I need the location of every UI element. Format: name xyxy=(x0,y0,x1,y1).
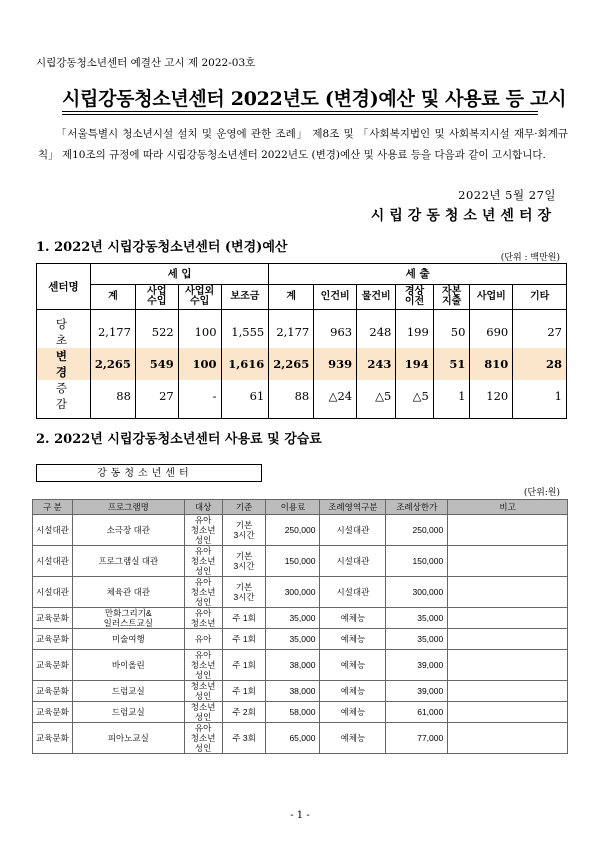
fee-header-cell: 비고 xyxy=(448,500,568,515)
fee-cell-cap: 39,000 xyxy=(386,681,448,702)
fee-cell-target: 청소년 성인 xyxy=(184,681,222,702)
fee-cell-basis: 기본 3시간 xyxy=(222,515,266,546)
fee-cell-target: 유아 청소년 성인 xyxy=(184,650,222,681)
budget-cell: 2,177 xyxy=(90,316,135,348)
budget-cell: 963 xyxy=(314,316,357,348)
budget-cell: △5 xyxy=(357,380,396,412)
fee-cell-note xyxy=(448,546,568,577)
fee-cell-area: 예체능 xyxy=(320,702,386,723)
budget-cell: 690 xyxy=(470,316,513,348)
budget-cell: 199 xyxy=(396,316,433,348)
fee-cell-note xyxy=(448,629,568,650)
subheader-cell: 사업 수입 xyxy=(135,285,178,310)
fee-cell-note xyxy=(448,681,568,702)
budget-cell: - xyxy=(178,380,221,412)
fee-cell-area: 예체능 xyxy=(320,629,386,650)
page-number: - 1 - xyxy=(290,810,310,821)
fee-cell-area: 시설대관 xyxy=(320,577,386,608)
fee-cell-note xyxy=(448,702,568,723)
header-center: 센터명 xyxy=(37,264,91,310)
fee-cell-fee: 58,000 xyxy=(266,702,320,723)
fee-cell-cap: 77,000 xyxy=(386,723,448,754)
fee-cell-cap: 35,000 xyxy=(386,629,448,650)
subheader-cell: 사업비 xyxy=(470,285,513,310)
fee-cell-cap: 250,000 xyxy=(386,515,448,546)
fee-cell-program: 미술여행 xyxy=(72,629,184,650)
fee-cell-program: 드럼교실 xyxy=(72,702,184,723)
fee-cell-category: 시설대관 xyxy=(33,577,73,608)
budget-cell: 100 xyxy=(178,316,221,348)
budget-cell: 2,177 xyxy=(269,316,314,348)
budget-row xyxy=(37,380,567,412)
budget-cell: △24 xyxy=(314,380,357,412)
fee-cell-target: 유아 청소년 성인 xyxy=(184,515,222,546)
intro-paragraph: 「서울특별시 청소년시설 설치 및 운영에 관한 조례」 제8조 및 「사회복지법인 및 사회복지시설 재무·회계규칙」 제10조의 규정에 따라 시립강동청소년센터 2022년도 (변경)예산 및 사용료 등을 다음과 같이 고시합니다. xyxy=(38,128,568,161)
fee-cell-basis: 주 1회 xyxy=(222,650,266,681)
fee-table xyxy=(32,499,568,754)
subheader-cell: 자본 지출 xyxy=(433,285,470,310)
budget-cell: 243 xyxy=(357,348,396,380)
fee-cell-cap: 61,000 xyxy=(386,702,448,723)
budget-cell: 50 xyxy=(433,316,470,348)
fee-row xyxy=(33,546,568,577)
section2-unit: (단위:원) xyxy=(523,488,560,498)
fee-cell-area: 예체능 xyxy=(320,723,386,754)
fee-cell-category: 교육문화 xyxy=(33,723,73,754)
section1-title: 1. 2022년 시립강동청소년센터 (변경)예산 xyxy=(36,240,288,255)
fee-header-cell: 대상 xyxy=(184,500,222,515)
fee-cell-fee: 150,000 xyxy=(266,546,320,577)
fee-cell-category: 교육문화 xyxy=(33,650,73,681)
fee-cell-target: 청소년 성인 xyxy=(184,702,222,723)
budget-cell: 88 xyxy=(90,380,135,412)
fee-cell-basis: 주 1회 xyxy=(222,629,266,650)
budget-cell: 1,616 xyxy=(221,348,269,380)
fee-row xyxy=(33,608,568,629)
fee-cell-area: 예체능 xyxy=(320,681,386,702)
subheader-cell: 사업외 수입 xyxy=(178,285,221,310)
fee-cell-basis: 기본 3시간 xyxy=(222,546,266,577)
fee-cell-area: 예체능 xyxy=(320,608,386,629)
fee-cell-basis: 주 3회 xyxy=(222,723,266,754)
fee-cell-cap: 35,000 xyxy=(386,608,448,629)
fee-header-cell: 프로그램명 xyxy=(72,500,184,515)
fee-cell-category: 교육문화 xyxy=(33,702,73,723)
fee-cell-program: 프로그램실 대관 xyxy=(72,546,184,577)
subheader-cell: 경상 이전 xyxy=(396,285,433,310)
budget-cell: 51 xyxy=(433,348,470,380)
budget-row-label: 증 감 xyxy=(37,380,91,412)
fee-cell-program: 소극장 대관 xyxy=(72,515,184,546)
budget-row-label: 변 경 xyxy=(37,348,91,380)
issuer: 시립강동청소년센터장 xyxy=(370,208,556,224)
fee-cell-note xyxy=(448,650,568,681)
fee-cell-program: 체육관 대관 xyxy=(72,577,184,608)
fee-cell-basis: 주 1회 xyxy=(222,681,266,702)
budget-cell: 27 xyxy=(135,380,178,412)
fee-row xyxy=(33,723,568,754)
budget-cell: 939 xyxy=(314,348,357,380)
budget-row-label: 당 초 xyxy=(37,316,91,348)
fee-cell-fee: 300,000 xyxy=(266,577,320,608)
budget-table xyxy=(36,263,567,419)
fee-cell-fee: 35,000 xyxy=(266,629,320,650)
fee-cell-program: 만화그리기& 일러스트교실 xyxy=(72,608,184,629)
fee-header-cell: 기준 xyxy=(222,500,266,515)
fee-cell-target: 유아 xyxy=(184,629,222,650)
fee-cell-note xyxy=(448,723,568,754)
fee-cell-program: 바이올린 xyxy=(72,650,184,681)
budget-cell: 88 xyxy=(269,380,314,412)
budget-cell: 549 xyxy=(135,348,178,380)
fee-cell-note xyxy=(448,608,568,629)
notice-number: 시립강동청소년센터 예결산 고시 제 2022-03호 xyxy=(36,57,256,69)
fee-cell-basis: 주 2회 xyxy=(222,702,266,723)
fee-header-cell: 조례영역구분 xyxy=(320,500,386,515)
budget-row xyxy=(37,316,567,348)
fee-cell-category: 시설대관 xyxy=(33,515,73,546)
fee-header-cell: 이용료 xyxy=(266,500,320,515)
budget-cell: 2,265 xyxy=(90,348,135,380)
fee-cell-note xyxy=(448,577,568,608)
fee-cell-fee: 35,000 xyxy=(266,608,320,629)
fee-cell-cap: 150,000 xyxy=(386,546,448,577)
fee-cell-cap: 300,000 xyxy=(386,577,448,608)
fee-row xyxy=(33,681,568,702)
header-income: 세 입 xyxy=(90,264,268,285)
fee-cell-target: 유아 청소년 xyxy=(184,608,222,629)
fee-cell-fee: 38,000 xyxy=(266,650,320,681)
fee-row xyxy=(33,650,568,681)
fee-row xyxy=(33,577,568,608)
subheader-cell: 계 xyxy=(269,285,314,310)
budget-cell: 28 xyxy=(513,348,567,380)
budget-cell: 1,555 xyxy=(221,316,269,348)
fee-cell-area: 예체능 xyxy=(320,650,386,681)
subheader-cell: 물건비 xyxy=(357,285,396,310)
budget-cell: 120 xyxy=(470,380,513,412)
budget-cell: 1 xyxy=(433,380,470,412)
budget-row xyxy=(37,348,567,380)
fee-cell-target: 유아 청소년 성인 xyxy=(184,723,222,754)
fee-row xyxy=(33,702,568,723)
budget-cell: 100 xyxy=(178,348,221,380)
fee-cell-category: 시설대관 xyxy=(33,546,73,577)
section1-unit: (단위 : 백만원) xyxy=(500,253,560,263)
fee-cell-target: 유아 청소년 성인 xyxy=(184,546,222,577)
subheader-cell: 인건비 xyxy=(314,285,357,310)
fee-cell-target: 유아 청소년 성인 xyxy=(184,577,222,608)
subheader-cell: 기타 xyxy=(513,285,567,310)
fee-cell-fee: 38,000 xyxy=(266,681,320,702)
subheader-cell: 계 xyxy=(90,285,135,310)
fee-row xyxy=(33,629,568,650)
header-expense: 세 출 xyxy=(269,264,567,285)
fee-cell-program: 드럼교실 xyxy=(72,681,184,702)
budget-cell: △5 xyxy=(396,380,433,412)
fee-cell-basis: 주 1회 xyxy=(222,608,266,629)
fee-cell-category: 교육문화 xyxy=(33,629,73,650)
budget-cell: 522 xyxy=(135,316,178,348)
title-underline xyxy=(62,111,538,112)
budget-cell: 248 xyxy=(357,316,396,348)
page-title: 시립강동청소년센터 2022년도 (변경)예산 및 사용료 등 고시 xyxy=(62,88,567,110)
fee-cell-area: 시설대관 xyxy=(320,546,386,577)
fee-cell-fee: 250,000 xyxy=(266,515,320,546)
fee-cell-category: 교육문화 xyxy=(33,681,73,702)
subheader-cell: 보조금 xyxy=(221,285,269,310)
fee-header-cell: 구 분 xyxy=(33,500,73,515)
fee-cell-cap: 39,000 xyxy=(386,650,448,681)
center-name-box: 강동청소년센터 xyxy=(36,464,262,482)
fee-cell-fee: 65,000 xyxy=(266,723,320,754)
title-underline-2 xyxy=(62,114,538,115)
budget-cell: 27 xyxy=(513,316,567,348)
budget-cell: 810 xyxy=(470,348,513,380)
budget-cell: 194 xyxy=(396,348,433,380)
budget-cell: 61 xyxy=(221,380,269,412)
budget-cell: 1 xyxy=(513,380,567,412)
notice-date: 2022년 5월 27일 xyxy=(458,188,556,202)
fee-cell-note xyxy=(448,515,568,546)
fee-cell-area: 시설대관 xyxy=(320,515,386,546)
fee-cell-program: 피아노교실 xyxy=(72,723,184,754)
section2-title: 2. 2022년 시립강동청소년센터 사용료 및 강습료 xyxy=(36,432,322,447)
fee-cell-basis: 기본 3시간 xyxy=(222,577,266,608)
fee-cell-category: 교육문화 xyxy=(33,608,73,629)
fee-row xyxy=(33,515,568,546)
budget-cell: 2,265 xyxy=(269,348,314,380)
fee-header-cell: 조례상한가 xyxy=(386,500,448,515)
